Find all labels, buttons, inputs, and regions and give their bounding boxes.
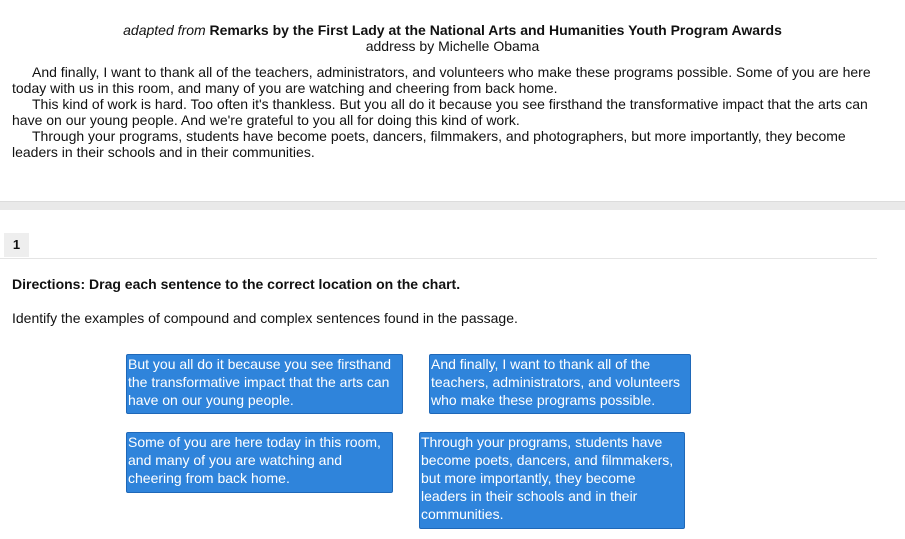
question-directions: Directions: Drag each sentence to the correct location on the chart. bbox=[12, 276, 461, 292]
draggable-sentence-tile[interactable]: But you all do it because you see firsthand the transformative impact that the arts can have on our young people. bbox=[126, 354, 403, 414]
question-header-rule bbox=[0, 258, 877, 259]
draggable-sentence-tile[interactable]: Through your programs, students have become poets, dancers, and filmmakers, but more importantly, they become leaders in their schools and in their communities. bbox=[419, 432, 685, 529]
passage-title-line bbox=[0, 22, 905, 38]
question-instruction: Identify the examples of compound and complex sentences found in the passage. bbox=[12, 310, 518, 326]
passage-paragraph: This kind of work is hard. Too often it's thankless. But you all do it because you see firsthand the transformative impact that the arts can have on our young people. And we're grateful to you all for doing this kind of work. bbox=[12, 96, 868, 128]
question-number-badge: 1 bbox=[4, 233, 29, 257]
passage-body bbox=[12, 64, 878, 160]
passage-paragraph: Through your programs, students have become poets, dancers, filmmakers, and photographers, but more importantly, they become leaders in their schools and in their communities. bbox=[12, 128, 846, 160]
passage-byline: address by Michelle Obama bbox=[365, 38, 540, 54]
draggable-sentence-tile[interactable]: Some of you are here today in this room, and many of you are watching and cheering from back home. bbox=[126, 432, 393, 493]
passage-title: Remarks by the First Lady at the National Arts and Humanities Youth Program Awards bbox=[209, 22, 782, 38]
draggable-sentence-tile[interactable]: And finally, I want to thank all of the teachers, administrators, and volunteers who make these programs possible. bbox=[429, 354, 691, 414]
adapted-from-label: adapted from bbox=[123, 22, 206, 38]
passage-header bbox=[0, 22, 905, 54]
passage-paragraph: And finally, I want to thank all of the teachers, administrators, and volunteers who make these programs possible. Some of you are here today with us in this room, and many of you are watching and cheering from back home. bbox=[12, 64, 871, 96]
section-divider[interactable] bbox=[0, 201, 905, 210]
